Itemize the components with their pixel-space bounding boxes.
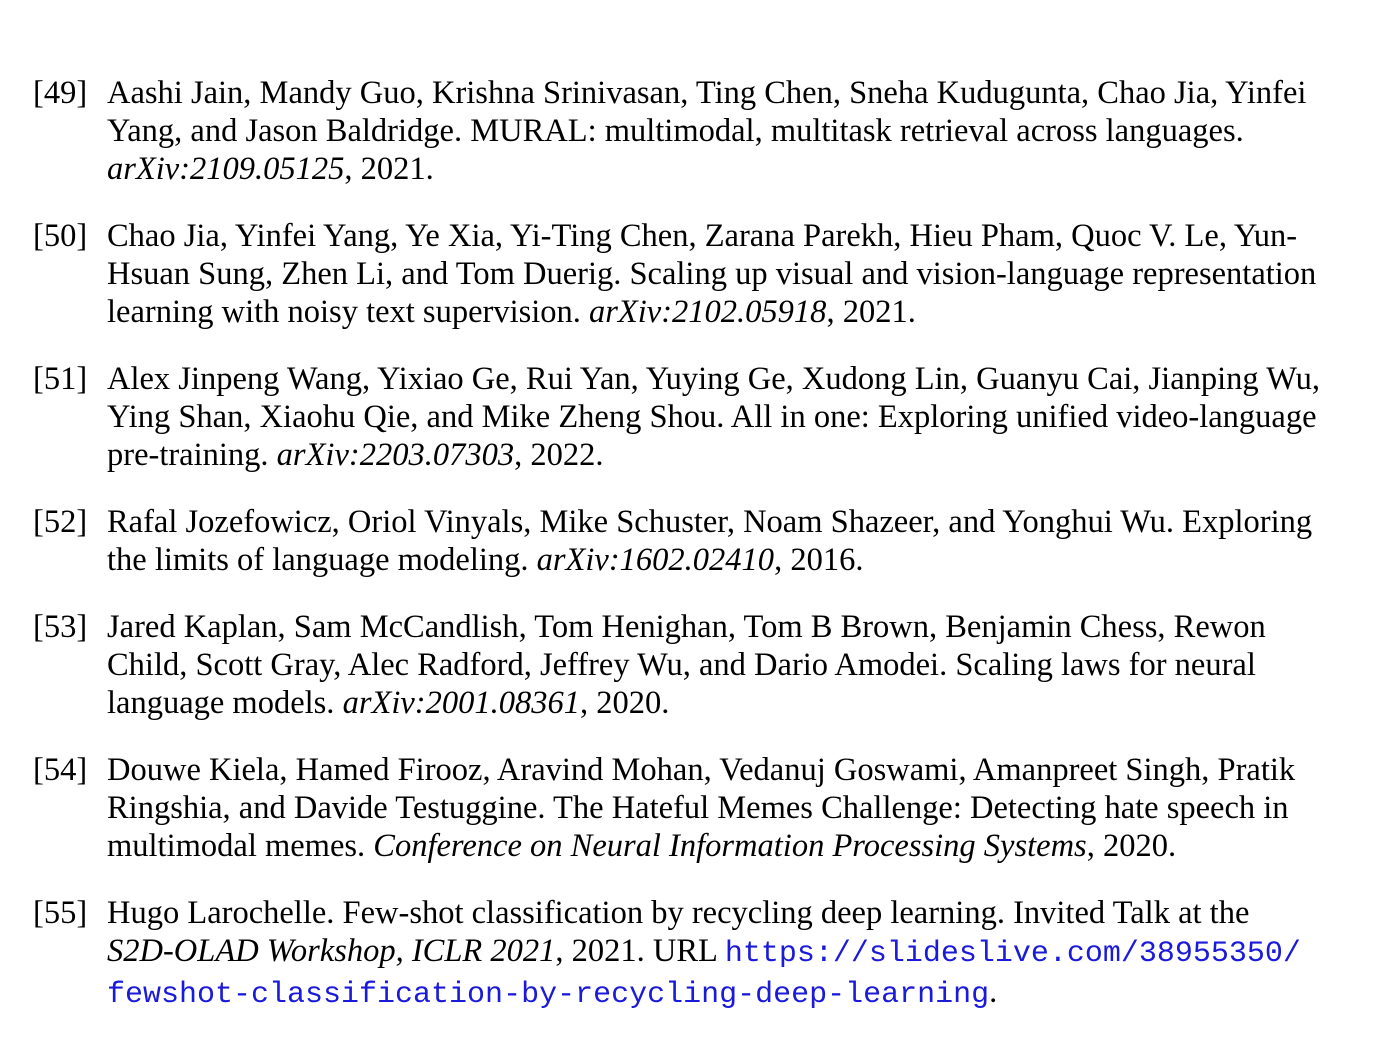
reference-line <box>107 932 1380 973</box>
reference-text: Child, Scott Gray, Alec Radford, Jeffrey Wu, and Dario Amodei. Scaling laws for neural <box>107 647 1256 683</box>
reference-text: , 2021. <box>826 294 916 330</box>
reference-line <box>107 112 1380 150</box>
reference-line <box>107 646 1380 684</box>
reference-text: Ringshia, and Davide Testuggine. The Hateful Memes Challenge: Detecting hate speech in <box>107 790 1289 826</box>
reference-number: [54] <box>33 752 88 788</box>
reference-text: the limits of language modeling. <box>107 542 537 578</box>
reference-line <box>107 827 1380 865</box>
reference-list <box>0 74 1380 1043</box>
reference-line <box>107 541 1380 579</box>
reference-line <box>107 150 1380 188</box>
reference-line <box>107 255 1380 293</box>
reference-line <box>107 436 1380 474</box>
reference-entry <box>0 74 1380 188</box>
reference-number: [53] <box>33 609 88 645</box>
reference-text: , 2016. <box>774 542 864 578</box>
reference-text: , 2020. <box>1086 828 1177 864</box>
reference-text: Ying Shan, Xiaohu Qie, and Mike Zheng Shou. All in one: Exploring unified video-language <box>107 399 1317 435</box>
reference-url-link[interactable]: fewshot-classification-by-recycling-deep-learning <box>107 978 990 1012</box>
reference-number: [55] <box>33 895 88 931</box>
reference-text: Rafal Jozefowicz, Oriol Vinyals, Mike Schuster, Noam Shazeer, and Yonghui Wu. Exploring <box>107 504 1313 540</box>
reference-entry <box>0 217 1380 331</box>
reference-text: pre-training. <box>107 437 277 473</box>
reference-text: . <box>989 974 998 1010</box>
reference-line <box>107 360 1380 398</box>
reference-text: , 2021. <box>344 151 434 187</box>
reference-text: Chao Jia, Yinfei Yang, Ye Xia, Yi-Ting Chen, Zarana Parekh, Hieu Pham, Quoc V. Le, Yun- <box>107 218 1298 254</box>
reference-line <box>107 789 1380 827</box>
reference-text: multimodal memes. <box>107 828 374 864</box>
reference-line <box>107 751 1380 789</box>
reference-number: [49] <box>33 75 88 111</box>
reference-line <box>107 894 1380 932</box>
reference-line <box>107 503 1380 541</box>
reference-text: , 2021. URL <box>555 933 725 969</box>
reference-text: , 2022. <box>514 437 604 473</box>
reference-line <box>107 684 1380 722</box>
reference-number: [50] <box>33 218 88 254</box>
reference-text: language models. <box>107 685 343 721</box>
reference-line <box>107 217 1380 255</box>
reference-venue: Conference on Neural Information Processing Systems <box>373 828 1087 864</box>
reference-line <box>107 398 1380 436</box>
reference-text: Hsuan Sung, Zhen Li, and Tom Duerig. Scaling up visual and vision-language representation <box>107 256 1317 292</box>
reference-entry <box>0 894 1380 1014</box>
reference-entry <box>0 503 1380 579</box>
reference-venue: arXiv:2001.08361 <box>342 685 580 721</box>
reference-text: Alex Jinpeng Wang, Yixiao Ge, Rui Yan, Yuying Ge, Xudong Lin, Guanyu Cai, Jianping Wu, <box>107 361 1320 397</box>
reference-text: Jared Kaplan, Sam McCandlish, Tom Henighan, Tom B Brown, Benjamin Chess, Rewon <box>107 609 1266 645</box>
reference-number: [51] <box>33 361 88 397</box>
reference-entry <box>0 360 1380 474</box>
reference-text: Yang, and Jason Baldridge. MURAL: multimodal, multitask retrieval across languages. <box>107 113 1244 149</box>
reference-line <box>107 608 1380 646</box>
reference-text: Hugo Larochelle. Few-shot classification by recycling deep learning. Invited Talk at the <box>107 895 1250 931</box>
reference-text: learning with noisy text supervision. <box>107 294 590 330</box>
reference-text: Aashi Jain, Mandy Guo, Krishna Srinivasan, Ting Chen, Sneha Kudugunta, Chao Jia, Yinfei <box>107 75 1307 111</box>
reference-venue: arXiv:2109.05125 <box>107 151 345 187</box>
reference-text: Douwe Kiela, Hamed Firooz, Aravind Mohan, Vedanuj Goswami, Amanpreet Singh, Pratik <box>107 752 1296 788</box>
reference-number: [52] <box>33 504 88 540</box>
reference-venue: arXiv:1602.02410 <box>536 542 775 578</box>
reference-venue: arXiv:2203.07303 <box>276 437 515 473</box>
reference-venue: arXiv:2102.05918 <box>589 294 827 330</box>
reference-line <box>107 74 1380 112</box>
reference-url-link[interactable]: https://slideslive.com/38955350/ <box>724 937 1301 971</box>
reference-text: , 2020. <box>579 685 670 721</box>
reference-entry <box>0 608 1380 722</box>
reference-line <box>107 973 1380 1014</box>
reference-venue: S2D-OLAD Workshop, ICLR 2021 <box>107 933 556 969</box>
reference-line <box>107 293 1380 331</box>
reference-entry <box>0 751 1380 865</box>
